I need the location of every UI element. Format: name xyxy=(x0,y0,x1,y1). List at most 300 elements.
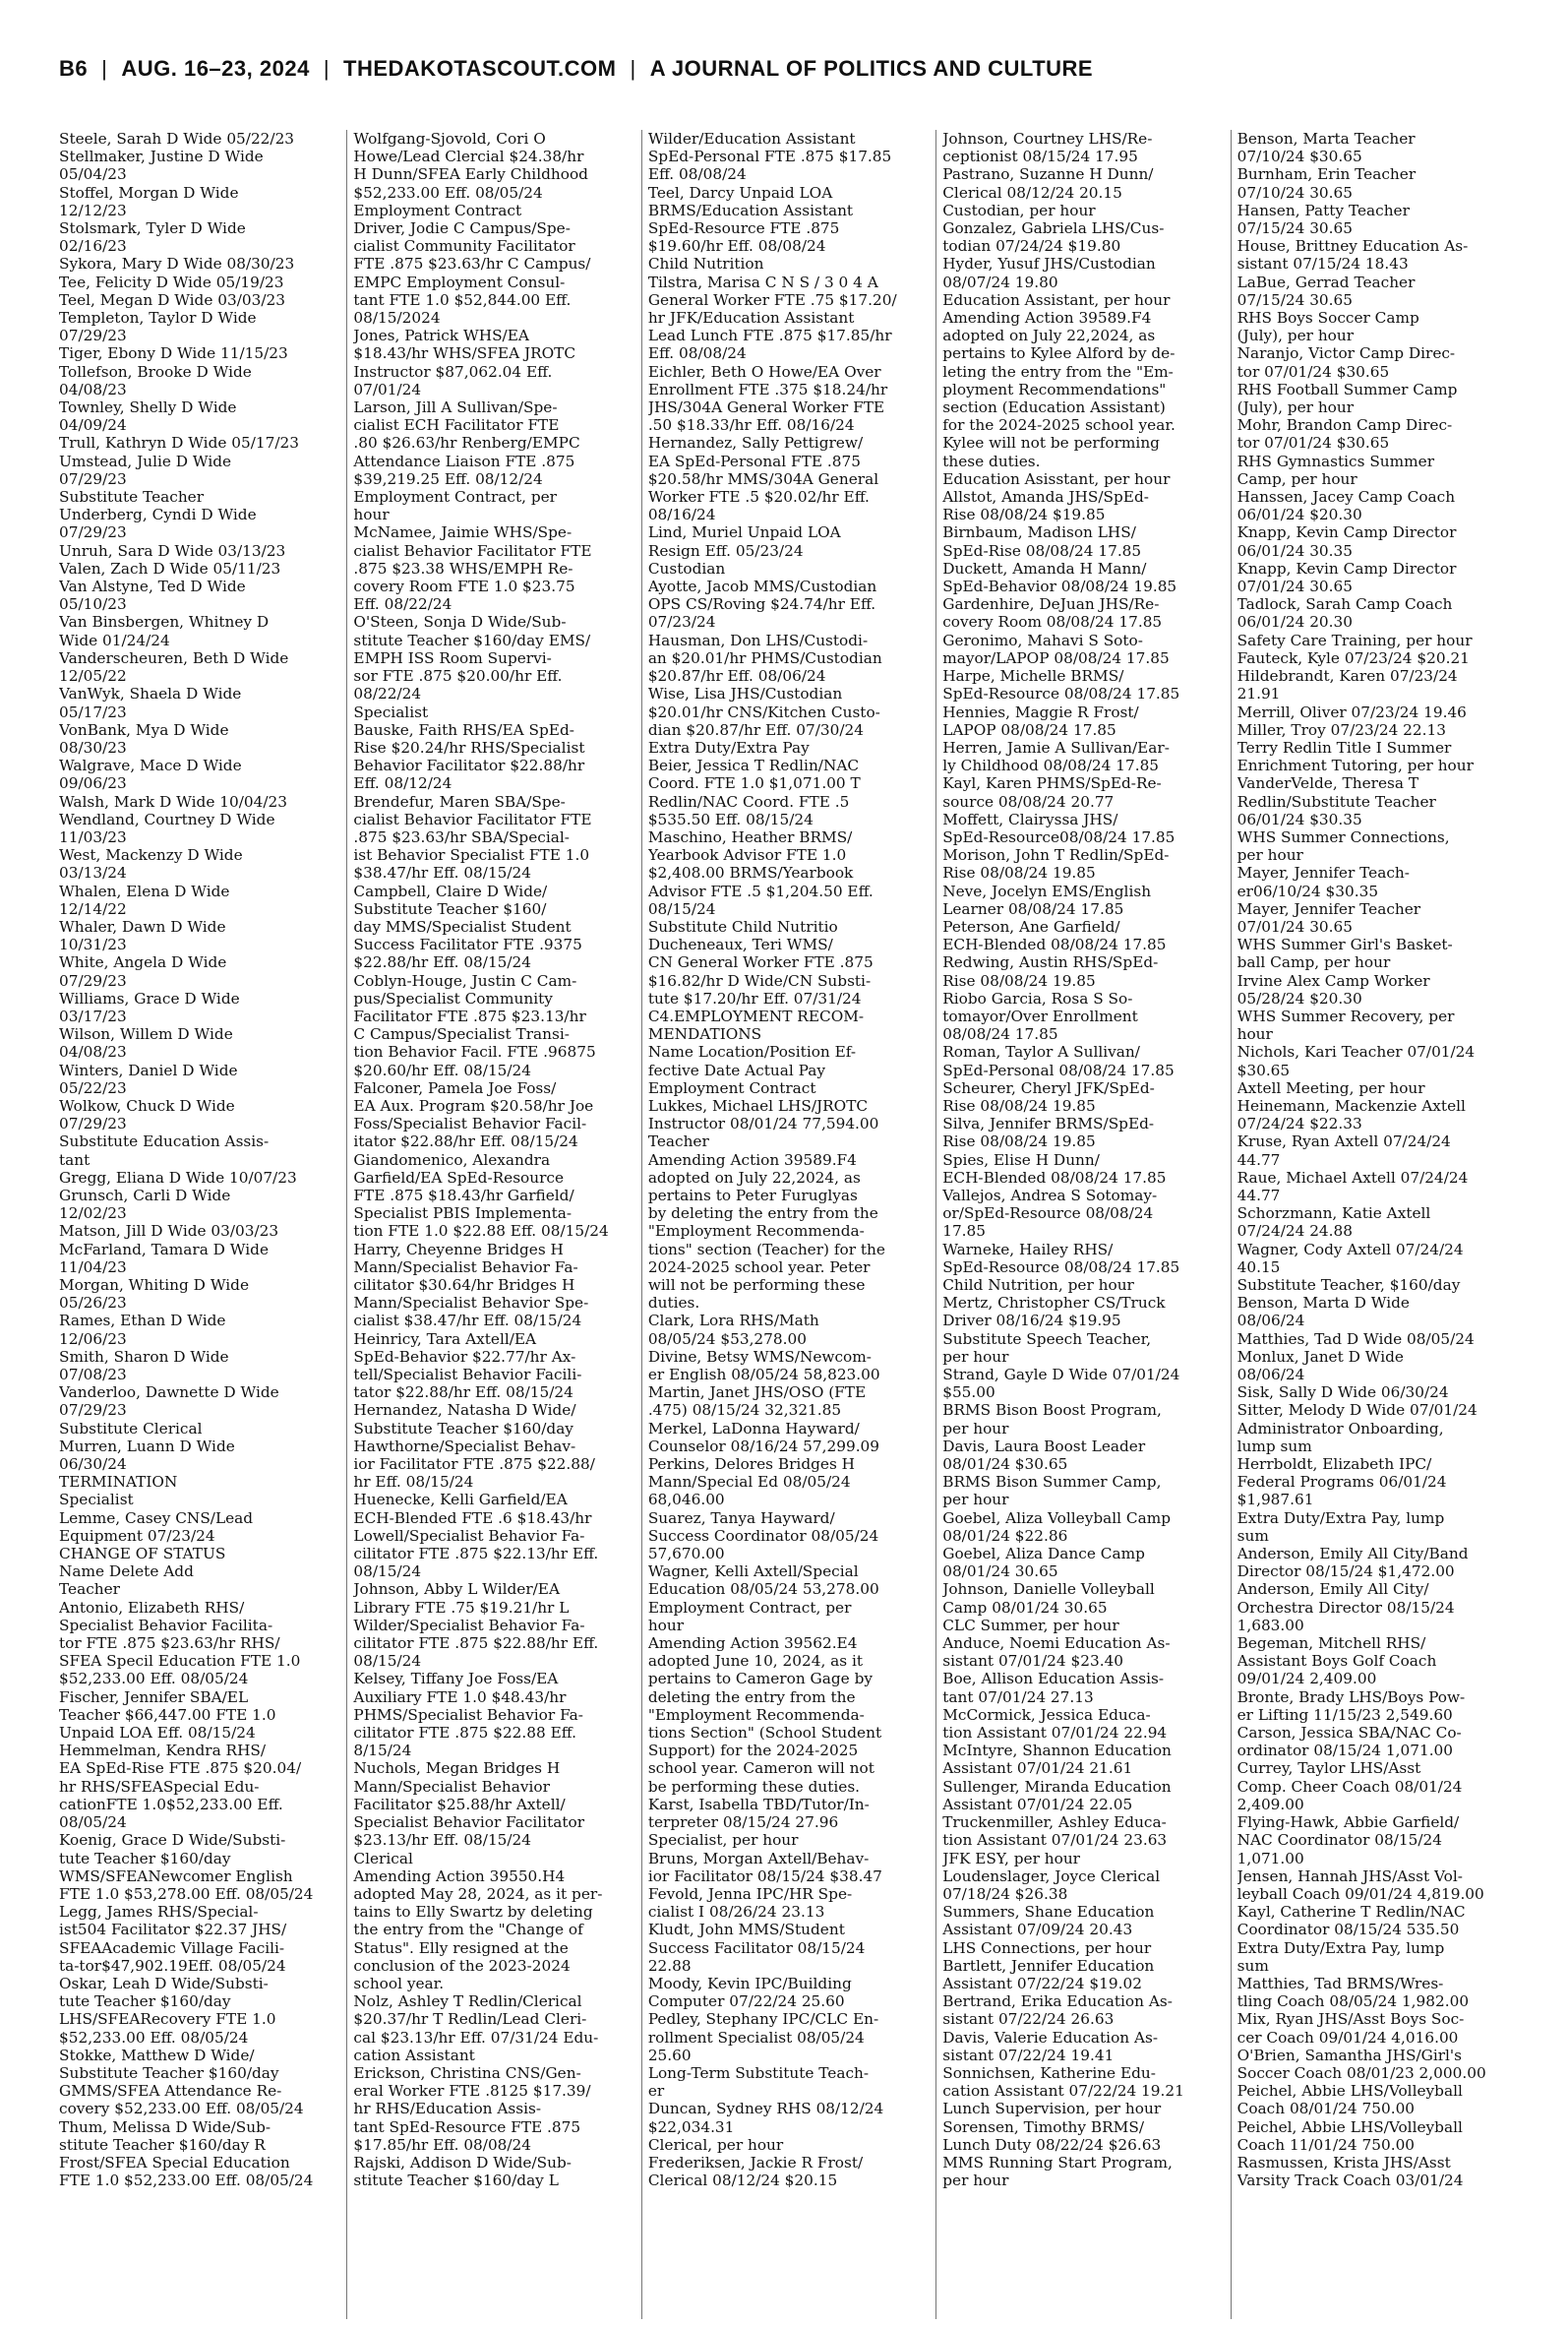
text-line: Tiger, Ebony D Wide 11/15/23 xyxy=(59,344,288,363)
text-line: cialist Behavior Facilitator FTE xyxy=(353,541,592,560)
text-line: tor 07/01/24 $30.65 xyxy=(1236,434,1390,453)
text-line: Benson, Marta D Wide xyxy=(1236,1294,1410,1313)
text-line: Underberg, Cyndi D Wide xyxy=(59,506,257,524)
text-line: 09/01/24 2,409.00 xyxy=(1236,1670,1377,1688)
text-line: Walgrave, Mace D Wide xyxy=(59,757,242,775)
text-line: deleting the entry from the xyxy=(647,1687,856,1706)
text-line: Employment Contract xyxy=(647,1078,816,1097)
text-line: Tadlock, Sarah Camp Coach xyxy=(1236,595,1453,614)
text-line: RHS Boys Soccer Camp xyxy=(1236,309,1419,328)
text-line: terpreter 08/15/24 27.96 xyxy=(647,1813,839,1832)
text-line: Carson, Jessica SBA/NAC Co- xyxy=(1236,1724,1462,1743)
text-line: Bertrand, Erika Education As- xyxy=(942,1992,1173,2011)
text-line: cialist $38.47/hr Eff. 08/15/24 xyxy=(353,1312,582,1330)
text-line: EA SpEd-Rise FTE .875 $20.04/ xyxy=(59,1759,302,1778)
text-line: leting the entry from the "Em- xyxy=(942,362,1174,381)
text-line: WHS Summer Girl's Basket- xyxy=(1236,936,1453,954)
text-line: will not be performing these xyxy=(647,1276,866,1294)
text-line: Equipment 07/23/24 xyxy=(59,1526,215,1545)
text-line: Miller, Troy 07/23/24 22.13 xyxy=(1236,720,1446,739)
text-line: adopted May 28, 2024, as it per- xyxy=(353,1884,603,1903)
text-line: Duckett, Amanda H Mann/ xyxy=(942,559,1147,578)
text-line: Riobo Garcia, Rosa S So- xyxy=(942,989,1133,1008)
text-line: Rames, Ethan D Wide xyxy=(59,1312,226,1330)
text-line: Geronimo, Mahavi S Soto- xyxy=(942,631,1143,649)
text-line: $55.00 xyxy=(942,1383,995,1402)
text-line: $1,987.61 xyxy=(1236,1491,1314,1509)
text-line: covery $52,233.00 Eff. 08/05/24 xyxy=(59,2100,304,2118)
text-line: Garfield/EA SpEd-Resource xyxy=(353,1168,565,1187)
issue-date: AUG. 16–23, 2024 xyxy=(121,56,310,81)
text-line: 8/15/24 xyxy=(353,1742,412,1760)
text-line: 08/22/24 xyxy=(353,685,422,704)
text-line: $38.47/hr Eff. 08/15/24 xyxy=(353,864,532,883)
text-line: Larson, Jill A Sullivan/Spe- xyxy=(353,398,558,417)
text-line: SFEA Specil Education FTE 1.0 xyxy=(59,1652,301,1671)
text-line: Kayl, Karen PHMS/SpEd-Re- xyxy=(942,774,1162,793)
text-line: Knapp, Kevin Camp Director xyxy=(1236,559,1457,578)
text-line: General Worker FTE .75 $17.20/ xyxy=(647,290,897,309)
text-line: 08/01/24 30.65 xyxy=(942,1562,1058,1581)
text-line: Comp. Cheer Coach 08/01/24 xyxy=(1236,1777,1463,1796)
text-line: Hildebrandt, Karen 07/23/24 xyxy=(1236,667,1458,686)
text-line: ceptionist 08/15/24 17.95 xyxy=(942,148,1138,166)
text-line: LHS/SFEARecovery FTE 1.0 xyxy=(59,2010,276,2029)
text-line: Bartlett, Jennifer Education xyxy=(942,1956,1155,1975)
text-line: Camp, per hour xyxy=(1236,469,1357,488)
text-line: Terry Redlin Title I Summer xyxy=(1236,738,1452,757)
text-line: $18.43/hr WHS/SFEA JROTC xyxy=(353,344,576,363)
text-line: .875 $23.38 WHS/EMPH Re- xyxy=(353,559,573,578)
text-line: Harry, Cheyenne Bridges H xyxy=(353,1240,564,1258)
text-line: cialist Behavior Facilitator FTE xyxy=(353,810,592,828)
text-line: Mann/Specialist Behavior Fa- xyxy=(353,1257,578,1276)
text-line: Boe, Allison Education Assis- xyxy=(942,1670,1165,1688)
text-line: $17.85/hr Eff. 08/08/24 xyxy=(353,2135,532,2154)
text-line: Specialist xyxy=(353,703,429,721)
text-line: Spies, Elise H Dunn/ xyxy=(942,1150,1100,1169)
text-line: BRMS Bison Summer Camp, xyxy=(942,1473,1162,1492)
text-line: 07/01/24 xyxy=(353,380,422,398)
text-line: O'Brien, Samantha JHS/Girl's xyxy=(1236,2046,1462,2064)
text-line: Rise 08/08/24 19.85 xyxy=(942,971,1096,990)
text-line: Mertz, Christopher CS/Truck xyxy=(942,1294,1166,1313)
text-line: Ayotte, Jacob MMS/Custodian xyxy=(647,578,877,596)
text-line: hour xyxy=(1236,1025,1273,1044)
text-line: tion FTE 1.0 $22.88 Eff. 08/15/24 xyxy=(353,1222,609,1241)
text-line: er English 08/05/24 58,823.00 xyxy=(647,1366,880,1384)
text-line: 11/03/23 xyxy=(59,827,127,846)
text-line: EMPC Employment Consul- xyxy=(353,273,566,291)
text-line: Specialist Behavior Facilita- xyxy=(59,1616,273,1634)
text-line: Teacher xyxy=(647,1132,709,1151)
text-line: per hour xyxy=(942,2172,1009,2190)
text-line: McFarland, Tamara D Wide xyxy=(59,1240,269,1258)
text-line: Specialist xyxy=(59,1491,134,1509)
text-line: Goebel, Aliza Dance Camp xyxy=(942,1545,1145,1563)
text-line: Martin, Janet JHS/OSO (FTE xyxy=(647,1383,867,1402)
tagline: A JOURNAL OF POLITICS AND CULTURE xyxy=(649,56,1094,81)
text-line: tell/Specialist Behavior Facili- xyxy=(353,1366,582,1384)
text-line: tains to Elly Swartz by deleting xyxy=(353,1903,593,1922)
text-line: WHS Summer Recovery, per xyxy=(1236,1007,1455,1025)
text-line: tant xyxy=(59,1150,90,1169)
text-line: Varsity Track Coach 03/01/24 xyxy=(1236,2172,1464,2190)
column-5 xyxy=(1231,130,1513,2319)
text-line: cer Coach 09/01/24 4,016.00 xyxy=(1236,2028,1459,2047)
text-line: tomayor/Over Enrollment xyxy=(942,1007,1138,1025)
text-line: tant SpEd-Resource FTE .875 xyxy=(353,2117,581,2136)
text-line: $52,233.00 Eff. 08/05/24 xyxy=(353,183,543,202)
text-line: Mayer, Jennifer Teacher xyxy=(1236,899,1421,918)
text-line: $20.58/hr MMS/304A General xyxy=(647,469,879,488)
text-line: tant 07/01/24 27.13 xyxy=(942,1687,1094,1706)
text-line: er xyxy=(647,2082,665,2101)
text-line: 07/01/24 30.65 xyxy=(1236,917,1353,936)
text-line: Frederiksen, Jackie R Frost/ xyxy=(647,2153,864,2172)
text-line: Johnson, Courtney LHS/Re- xyxy=(942,130,1153,148)
text-line: Sullenger, Miranda Education xyxy=(942,1777,1172,1796)
text-line: 21.91 xyxy=(1236,685,1281,704)
text-line: Substitute Teacher $160/day xyxy=(59,2063,279,2082)
text-line: 07/10/24 30.65 xyxy=(1236,183,1353,202)
text-line: Strand, Gayle D Wide 07/01/24 xyxy=(942,1366,1180,1384)
text-line: tor 07/01/24 $30.65 xyxy=(1236,362,1390,381)
text-line: 03/17/23 xyxy=(59,1007,127,1025)
text-line: 04/08/23 xyxy=(59,1043,127,1062)
text-line: Amending Action 39550.H4 xyxy=(353,1866,566,1885)
text-line: Clerical xyxy=(353,1849,413,1867)
text-line: Whaler, Dawn D Wide xyxy=(59,917,226,936)
text-line: Extra Duty/Extra Pay, lump xyxy=(1236,1508,1445,1527)
text-line: tions Section" (School Student xyxy=(647,1724,882,1743)
text-line: Legg, James RHS/Special- xyxy=(59,1903,259,1922)
text-line: cilitator $30.64/hr Bridges H xyxy=(353,1276,575,1294)
text-line: CN General Worker FTE .875 xyxy=(647,953,874,972)
text-line: 12/14/22 xyxy=(59,899,127,918)
text-line: 07/29/23 xyxy=(59,971,127,990)
text-line: EA Aux. Program $20.58/hr Joe xyxy=(353,1096,594,1115)
text-line: ball Camp, per hour xyxy=(1236,953,1391,972)
text-line: Tee, Felicity D Wide 05/19/23 xyxy=(59,273,284,291)
text-line: VanWyk, Shaela D Wide xyxy=(59,685,242,704)
text-line: 08/16/24 xyxy=(647,506,716,524)
text-line: Kludt, John MMS/Student xyxy=(647,1921,845,1939)
text-line: 06/30/24 xyxy=(59,1455,127,1474)
text-line: Substitute Education Assis- xyxy=(59,1132,270,1151)
text-line: Tollefson, Brooke D Wide xyxy=(59,362,252,381)
text-line: Mann/Specialist Behavior Spe- xyxy=(353,1294,589,1313)
text-line: Nuchols, Megan Bridges H xyxy=(353,1759,561,1778)
text-line: GMMS/SFEA Attendance Re- xyxy=(59,2082,282,2101)
text-line: Morison, John T Redlin/SpEd- xyxy=(942,846,1170,865)
text-line: 07/29/23 xyxy=(59,469,127,488)
text-line: Nichols, Kari Teacher 07/01/24 xyxy=(1236,1043,1476,1062)
header-separator: | xyxy=(630,56,636,81)
text-line: SpEd-Resource08/08/24 17.85 xyxy=(942,827,1176,846)
text-line: Rise 08/08/24 19.85 xyxy=(942,864,1096,883)
text-line: Flying-Hawk, Abbie Garfield/ xyxy=(1236,1813,1460,1832)
text-line: Unruh, Sara D Wide 03/13/23 xyxy=(59,541,286,560)
text-line: Erickson, Christina CNS/Gen- xyxy=(353,2063,581,2082)
text-line: Huenecke, Kelli Garfield/EA xyxy=(353,1491,568,1509)
text-line: Amending Action 39562.E4 xyxy=(647,1634,858,1653)
text-line: Extra Duty/Extra Pay xyxy=(647,738,810,757)
text-line: House, Brittney Education As- xyxy=(1236,237,1469,256)
text-line: C4.EMPLOYMENT RECOM- xyxy=(647,1007,865,1025)
text-line: day MMS/Specialist Student xyxy=(353,917,572,936)
text-line: Winters, Daniel D Wide xyxy=(59,1061,238,1079)
text-line: 07/23/24 xyxy=(647,613,716,632)
text-line: Benson, Marta Teacher xyxy=(1236,130,1416,148)
text-line: West, Mackenzy D Wide xyxy=(59,846,243,865)
text-line: Worker FTE .5 $20.02/hr Eff. xyxy=(647,488,870,507)
text-line: pertains to Kylee Alford by de- xyxy=(942,344,1176,363)
text-line: 07/18/24 $26.38 xyxy=(942,1884,1068,1903)
text-line: tute $17.20/hr Eff. 07/31/24 xyxy=(647,989,862,1008)
text-line: 07/15/24 30.65 xyxy=(1236,290,1353,309)
text-line: Grunsch, Carli D Wide xyxy=(59,1186,231,1204)
text-line: Allstot, Amanda JHS/SpEd- xyxy=(942,488,1149,507)
text-line: 07/29/23 xyxy=(59,523,127,542)
text-line: per hour xyxy=(942,1347,1009,1366)
text-line: Axtell Meeting, per hour xyxy=(1236,1078,1425,1097)
text-line: tions" section (Teacher) for the xyxy=(647,1240,885,1258)
text-line: hr Eff. 08/15/24 xyxy=(353,1473,474,1492)
text-line: Unpaid LOA Eff. 08/15/24 xyxy=(59,1724,256,1743)
text-line: 44.77 xyxy=(1236,1150,1281,1169)
text-line: by deleting the entry from the xyxy=(647,1204,878,1223)
text-line: Matson, Jill D Wide 03/03/23 xyxy=(59,1222,279,1241)
text-line: VonBank, Mya D Wide xyxy=(59,720,229,739)
text-line: sistant 07/22/24 26.63 xyxy=(942,2010,1115,2029)
text-line: Mann/Special Ed 08/05/24 xyxy=(647,1473,851,1492)
text-line: Foss/Specialist Behavior Facil- xyxy=(353,1115,587,1133)
text-line: 12/12/23 xyxy=(59,201,127,219)
text-line: Davis, Laura Boost Leader xyxy=(942,1437,1146,1455)
text-line: Amending Action 39589.F4 xyxy=(647,1150,857,1169)
text-line: Sisk, Sally D Wide 06/30/24 xyxy=(1236,1383,1449,1402)
text-line: Assistant 07/09/24 20.43 xyxy=(942,1921,1133,1939)
text-line: Walsh, Mark D Wide 10/04/23 xyxy=(59,792,287,811)
text-line: Goebel, Aliza Volleyball Camp xyxy=(942,1508,1172,1527)
text-line: ist Behavior Specialist FTE 1.0 xyxy=(353,846,590,865)
text-line: 07/24/24 $22.33 xyxy=(1236,1115,1362,1133)
text-line: PHMS/Specialist Behavior Fa- xyxy=(353,1705,583,1724)
text-line: Enrichment Tutoring, per hour xyxy=(1236,757,1474,775)
text-line: Truckenmiller, Ashley Educa- xyxy=(942,1813,1167,1832)
text-line: 07/08/23 xyxy=(59,1366,127,1384)
text-line: Custodian xyxy=(647,559,726,578)
text-line: 03/13/24 xyxy=(59,864,127,883)
text-line: Pedley, Stephany IPC/CLC En- xyxy=(647,2010,879,2029)
text-line: Duncan, Sydney RHS 08/12/24 xyxy=(647,2100,884,2118)
text-line: hr RHS/Education Assis- xyxy=(353,2100,542,2118)
text-line: Redlin/Substitute Teacher xyxy=(1236,792,1436,811)
text-line: Hansen, Patty Teacher xyxy=(1236,201,1410,219)
text-line: 08/15/24 xyxy=(353,1562,422,1581)
header-separator: | xyxy=(101,56,108,81)
text-line: Lukkes, Michael LHS/JROTC xyxy=(647,1096,869,1115)
text-line: cation Assistant xyxy=(353,2046,475,2064)
text-line: Wolfgang-Sjovold, Cori O xyxy=(353,130,546,148)
text-line: 08/01/24 $30.65 xyxy=(942,1455,1068,1474)
text-line: Learner 08/08/24 17.85 xyxy=(942,899,1124,918)
text-line: Falconer, Pamela Joe Foss/ xyxy=(353,1078,557,1097)
text-line: an $20.01/hr PHMS/Custodian xyxy=(647,648,882,667)
text-line: cationFTE 1.0$52,233.00 Eff. xyxy=(59,1795,283,1813)
text-line: LaBue, Gerrad Teacher xyxy=(1236,273,1416,291)
page-number: B6 xyxy=(59,56,89,81)
text-line: 09/06/23 xyxy=(59,774,127,793)
text-line: Mann/Specialist Behavior xyxy=(353,1777,550,1796)
text-line: 08/15/24 xyxy=(353,1652,422,1671)
text-line: VanderVelde, Theresa T xyxy=(1236,774,1419,793)
text-line: Burnham, Erin Teacher xyxy=(1236,165,1417,184)
text-line: fective Date Actual Pay xyxy=(647,1061,825,1079)
text-line: Bauske, Faith RHS/EA SpEd- xyxy=(353,720,574,739)
text-line: Assistant 07/22/24 $19.02 xyxy=(942,1974,1142,1992)
text-line: LHS Connections, per hour xyxy=(942,1938,1152,1957)
text-line: 1,071.00 xyxy=(1236,1849,1304,1867)
text-line: 05/22/23 xyxy=(59,1078,127,1097)
text-line: tling Coach 08/05/24 1,982.00 xyxy=(1236,1992,1470,2011)
column-2 xyxy=(346,130,629,2319)
text-line: Instructor 08/01/24 77,594.00 xyxy=(647,1115,879,1133)
text-line: Herrboldt, Elizabeth IPC/ xyxy=(1236,1455,1432,1474)
text-line: tute Teacher $160/day xyxy=(59,1992,231,2011)
text-line: Merrill, Oliver 07/23/24 19.46 xyxy=(1236,703,1467,721)
text-line: Lunch Duty 08/22/24 $26.63 xyxy=(942,2135,1162,2154)
text-line: Templeton, Taylor D Wide xyxy=(59,309,257,328)
text-line: Name Delete Add xyxy=(59,1562,194,1581)
text-line: lump sum xyxy=(1236,1437,1312,1455)
text-line: these duties. xyxy=(942,452,1041,470)
text-line: $52,233.00 Eff. 08/05/24 xyxy=(59,2028,249,2047)
text-line: Maschino, Heather BRMS/ xyxy=(647,827,853,846)
text-line: Anderson, Emily All City/ xyxy=(1236,1580,1429,1599)
text-line: Valen, Zach D Wide 05/11/23 xyxy=(59,559,281,578)
text-line: Murren, Luann D Wide xyxy=(59,1437,235,1455)
text-line: Federal Programs 06/01/24 xyxy=(1236,1473,1447,1492)
text-line: Vanderloo, Dawnette D Wide xyxy=(59,1383,279,1402)
text-line: Sykora, Mary D Wide 08/30/23 xyxy=(59,255,295,274)
text-line: Sorensen, Timothy BRMS/ xyxy=(942,2117,1144,2136)
text-line: Silva, Jennifer BRMS/SpEd- xyxy=(942,1115,1155,1133)
text-line: er06/10/24 $30.35 xyxy=(1236,882,1379,900)
text-line: hour xyxy=(353,506,390,524)
text-line: EA SpEd-Personal FTE .875 xyxy=(647,452,861,470)
text-line: adopted June 10, 2024, as it xyxy=(647,1652,864,1671)
text-line: 12/06/23 xyxy=(59,1329,127,1348)
text-line: 08/15/24 xyxy=(647,899,716,918)
text-line: stitute Teacher $160/day EMS/ xyxy=(353,631,591,649)
text-line: Vallejos, Andrea S Sotomay- xyxy=(942,1186,1158,1204)
text-line: Success Facilitator FTE .9375 xyxy=(353,936,582,954)
text-line: Divine, Betsy WMS/Newcom- xyxy=(647,1347,872,1366)
text-line: hr RHS/SFEASpecial Edu- xyxy=(59,1777,260,1796)
text-line: SpEd-Personal 08/08/24 17.85 xyxy=(942,1061,1175,1079)
text-line: FTE 1.0 $52,233.00 Eff. 08/05/24 xyxy=(59,2172,314,2190)
text-line: Kayl, Catherine T Redlin/NAC xyxy=(1236,1903,1466,1922)
text-line: Heinricy, Tara Axtell/EA xyxy=(353,1329,537,1348)
text-line: Eff. 08/08/24 xyxy=(647,344,747,363)
text-line: $20.87/hr Eff. 08/06/24 xyxy=(647,667,826,686)
text-line: Lunch Supervision, per hour xyxy=(942,2100,1162,2118)
text-line: Beier, Jessica T Redlin/NAC xyxy=(647,757,860,775)
text-line: sistant 07/15/24 18.43 xyxy=(1236,255,1409,274)
text-line: LAPOP 08/08/24 17.85 xyxy=(942,720,1116,739)
text-line: Safety Care Training, per hour xyxy=(1236,631,1473,649)
text-line: 05/10/23 xyxy=(59,595,127,614)
text-line: Camp 08/01/24 30.65 xyxy=(942,1598,1108,1617)
text-line: White, Angela D Wide xyxy=(59,953,227,972)
text-line: for the 2024-2025 school year. xyxy=(942,416,1176,435)
text-line: Hennies, Maggie R Frost/ xyxy=(942,703,1139,721)
text-line: sum xyxy=(1236,1526,1269,1545)
text-line: Stokke, Matthew D Wide/ xyxy=(59,2046,255,2064)
text-line: Gonzalez, Gabriela LHS/Cus- xyxy=(942,219,1165,238)
text-line: Wide 01/24/24 xyxy=(59,631,170,649)
text-line: WHS Summer Connections, xyxy=(1236,827,1450,846)
page-header xyxy=(59,51,1525,87)
text-line: 05/26/23 xyxy=(59,1294,127,1313)
text-line: Moody, Kevin IPC/Building xyxy=(647,1974,852,1992)
text-line: Resign Eff. 05/23/24 xyxy=(647,541,804,560)
text-line: Jones, Patrick WHS/EA xyxy=(353,327,529,345)
text-line: 07/29/23 xyxy=(59,327,127,345)
text-line: 07/29/23 xyxy=(59,1401,127,1420)
text-line: stitute Teacher $160/day R xyxy=(59,2135,266,2154)
text-line: 08/01/24 $22.86 xyxy=(942,1526,1068,1545)
text-line: 2,409.00 xyxy=(1236,1795,1304,1813)
text-line: Soccer Coach 08/01/23 2,000.00 xyxy=(1236,2063,1486,2082)
text-line: tion Behavior Facil. FTE .96875 xyxy=(353,1043,596,1062)
text-line: Substitute Teacher $160/day xyxy=(353,1419,573,1438)
text-line: ECH-Blended 08/08/24 17.85 xyxy=(942,936,1167,954)
text-line: 06/01/24 30.35 xyxy=(1236,541,1353,560)
text-line: Substitute Child Nutritio xyxy=(647,917,838,936)
text-line: covery Room 08/08/24 17.85 xyxy=(942,613,1163,632)
text-line: Education 08/05/24 53,278.00 xyxy=(647,1580,879,1599)
column-1 xyxy=(59,130,334,2319)
text-line: ly Childhood 08/08/24 17.85 xyxy=(942,757,1160,775)
text-line: tator $22.88/hr Eff. 08/15/24 xyxy=(353,1383,573,1402)
text-line: 04/08/23 xyxy=(59,380,127,398)
text-line: Hemmelman, Kendra RHS/ xyxy=(59,1742,267,1760)
text-line: SpEd-Resource 08/08/24 17.85 xyxy=(942,685,1180,704)
text-line: cilitator FTE .875 $22.88 Eff. xyxy=(353,1724,576,1743)
text-line: Suarez, Tanya Hayward/ xyxy=(647,1508,835,1527)
text-line: Rise 08/08/24 19.85 xyxy=(942,1096,1096,1115)
text-line: per hour xyxy=(1236,846,1303,865)
text-line: ployment Recommendations" xyxy=(942,380,1167,398)
text-line: cialist I 08/26/24 23.13 xyxy=(647,1903,825,1922)
text-line: Eff. 08/08/24 xyxy=(647,165,747,184)
text-line: CLC Summer, per hour xyxy=(942,1616,1119,1634)
text-line: Rajski, Addison D Wide/Sub- xyxy=(353,2153,572,2172)
text-line: Loudenslager, Joyce Clerical xyxy=(942,1866,1161,1885)
text-line: rollment Specialist 08/05/24 xyxy=(647,2028,865,2047)
text-line: Driver 08/16/24 $19.95 xyxy=(942,1312,1121,1330)
text-line: ta-tor$47,902.19Eff. 08/05/24 xyxy=(59,1956,286,1975)
text-line: per hour xyxy=(942,1419,1009,1438)
text-line: Director 08/15/24 $1,472.00 xyxy=(1236,1562,1455,1581)
text-line: school year. Cameron will not xyxy=(647,1759,874,1778)
text-line: 08/05/24 $53,278.00 xyxy=(647,1329,807,1348)
text-line: Vanderscheuren, Beth D Wide xyxy=(59,648,289,667)
text-line: eral Worker FTE .8125 $17.39/ xyxy=(353,2082,591,2101)
